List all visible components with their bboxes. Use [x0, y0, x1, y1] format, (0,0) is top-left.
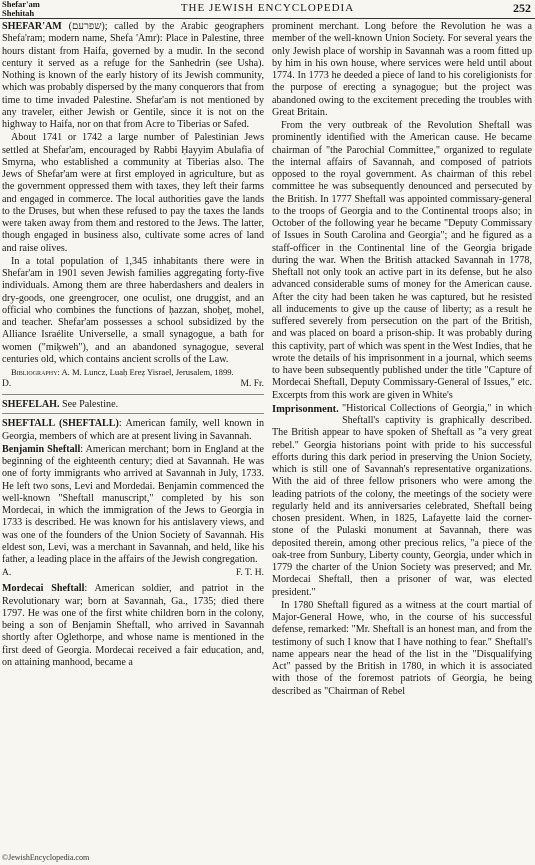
paragraph: In 1780 Sheftall figured as a witness at the court martial of Major-General Howe, who, in the course of his successful defense, remarked: "Mr. Sheftall is an honest man, and from the testimony of such I know that I have nothing to fear." Sheftall's name appears near the head of the list in the "Disqualifying Act" passed by the British in 1780, in which it is associated with those of the foremost patriots of Georgia, he being described as "Chairman of Rebel [272, 599, 532, 697]
right-column [272, 21, 532, 699]
signature-initial: A. [2, 568, 12, 579]
signature-initial: D. [2, 379, 12, 389]
page-header [0, 0, 535, 18]
entry-text: (שפרעם); called by the Arabic geographers Shefa'ram; modern name, Shefa 'Amr): Place in Palestine, three hours distant from Haifa, governed by a mudir. In the second century it served as a refuge for the Sanhedrin (see Usha). Nothing is known of the early history of its Jewish community, which was probably dispersed by the many conquerors that from time to time invaded Palestine. Shefar'am is not mentioned by any traveler, either Jewish or Gentile, since it is not on the highway to Haifa, nor on that from Acre to Tiberias or Safed. [2, 21, 264, 130]
paragraph: In a total population of 1,345 inhabitants there were in Shefar'am in 1901 seven Jewish families aggregating forty-five individuals. Among them are three haberdashers and dealers in dry-goods, one greengrocer, one oculist, one druggist, and an official who combines the functions of ḥazzan, shoḥeṭ, mohel, and teacher. Shefar'am possesses a school subsidized by the Alliance Israélite Universelle, a small synagogue, a bath for women ("miḳweh"), and an abandoned synagogue, several centuries old, which contains ancient scrolls of the Law. [2, 255, 264, 365]
signature-author: M. Fr. [240, 379, 264, 389]
subentry-benjamin [2, 444, 264, 567]
paragraph: About 1741 or 1742 a large number of Palestinian Jews settled at Shefar'am, encouraged by Rabbi Ḥayyim Abulafia of Smyrna, who established a community at Tiberias also. The Jews of Shefar'am were at first employed in agriculture, but as the government oppressed them with taxes, they left their farms and engaged in commerce. The local authorities gave the lands to the Druses, but when these refused to pay the taxes the lands were taken away from them and restored to the Jews. The latter, though engaged in business also, cultivate some acres of land and raise olives. [2, 132, 264, 254]
entry-heading: SHEFAR'AM [2, 21, 62, 32]
entry-text: See Palestine. [59, 399, 119, 410]
entry-shefaram [2, 21, 264, 131]
subentry-heading: Benjamin Sheftall [2, 443, 81, 455]
entry-heading: SHEFTALL (SHEFTALL) [2, 418, 119, 430]
bibliography-label: Bibliography [11, 367, 58, 377]
paragraph: prominent merchant. Long before the Revolution he was a member of the well-known Union Society. For several years the only Jewish place of worship in Savannah was a room fitted up by him in his own house, where services were held until about 1774. In 1773 he deeded a piece of land to his coreligionists for the purpose of erecting a synagogue; but the project was abandoned owing to the excitement preceding the troubles with Great Britain. [272, 21, 532, 118]
signature [2, 379, 264, 390]
subentry-text: : American soldier, and patriot in the Revolutionary war; born at Savannah, Ga., 1735; died there 1797. He was one of the first white children born in the colony, being a son of Benjamin Sheftall, who arrived in Savannah shortly after Oglethorpe, and whose name is mentioned in the first deed of Georgia. Mordecai received a fair education, and, on attaining manhood, became a [2, 583, 264, 668]
header-rule [0, 18, 535, 19]
footer-credit: ©JewishEncyclopedia.com [2, 853, 90, 862]
margin-note: Imprisonment. [272, 403, 339, 415]
left-column [2, 21, 264, 670]
entry-sheftall [2, 418, 264, 443]
subentry-text: : American merchant; born in England at the beginning of the eighteenth century; died at Savannah. He was one of forty immigrants who arrived at Savannah in July, 1733. He left two sons, Levi and Mordedai. Benjamin commenced the well-known "Sheftall manuscript," completed by his son Mordecai, in which the immigration of the Jews to Georgia in 1733 is described. He was known for his antislavery views, and was one of the founders of the Union Society of Savannah. His eldest son, Levi, was a merchant in Savannah, and held, like his father, a leading place in the affairs of the Jewish congregation. [2, 443, 265, 565]
bibliography-text: : A. M. Luncz, Luaḥ Ereẓ Yisrael, Jerusalem, 1899. [57, 367, 234, 377]
bibliography [2, 367, 264, 377]
running-head-last: Shehitah [2, 8, 35, 18]
subentry-heading: Mordecai Sheftall [2, 583, 85, 595]
signature-author: F. T. H. [235, 568, 264, 579]
running-head-first: Shefar'am [2, 0, 40, 9]
separator-line [2, 394, 264, 395]
subentry-mordecai [2, 583, 264, 669]
paragraph: From the very outbreak of the Revolution Sheftall was prominently identified with the American cause. He became chairman of "the Parochial Committee," organized to regulate the internal affairs of Savannah, and composed of patriots opposed to the royal government. As chairman of this rebel committee he was subsequently denounced and persecuted by the British. In 1777 Sheftall was appointed commissary-general to the troops of Georgia and to the Continental troops also; in October of the following year he became "Deputy Commissary of Issues in South Carolina and Georgia"; and he figured as a staff-officer in the Continental line of the Georgia brigade during the war. When the British attacked Savannah in 1778, Sheftall not only took an active part in its defense, but he also advanced considerable sums of money for the American cause. After the city had been taken he was captured, but he resisted all inducements to give up the cause of liberty; as a result he suffered severely from persecution on the part of the British, and was placed on board a prison-ship. It was probably during this captivity, part of which was spent in the West Indies, that he wrote the details of his imprisonment in a journal, which seems to have been subsequently published under the title "Capture of Mordecai Sheftall, Deputy Commissary-General of Issues," etc. Excerpts from this work are given in White's [272, 120, 532, 401]
entry-heading: SHEFELAH. [2, 399, 60, 410]
entry-text: : American family, well known in Georgia, members of which are at present living in Savannah. [2, 418, 264, 442]
paragraph-with-margin-note [272, 403, 532, 599]
entry-shefelah [2, 399, 264, 411]
publication-title: THE JEWISH ENCYCLOPEDIA [180, 2, 355, 14]
paragraph-text: "Historical Collections of Georgia," in which Sheftall's captivity is graphically described. The British appear to have spoken of Sheftall as "a very great rebel." Georgia historians point with pride to his successful efforts during this dark period in preserving the Union Society, which is still one of Savannah's representative organizations. With the aid of three fellow prisoners who were among the leading patriots of the colony, the meetings of the society were regularly held and its anniversaries celebrated, Sheftall being chosen president. When, in 1825, Lafayette laid the corner-stone of the Pulaski monument at Savannah, there was deposited therein, among other precious relics, "a piece of the oak-tree from Sunbury, Liberty county, Georgia, under which in 1779 the charter of the Union Society was preserved; and Mr. Mordecai Sheftall, then a prisoner of war, was elected president." [272, 402, 532, 598]
page-number: 252 [513, 1, 531, 15]
separator-line [2, 413, 264, 414]
signature [2, 568, 264, 579]
